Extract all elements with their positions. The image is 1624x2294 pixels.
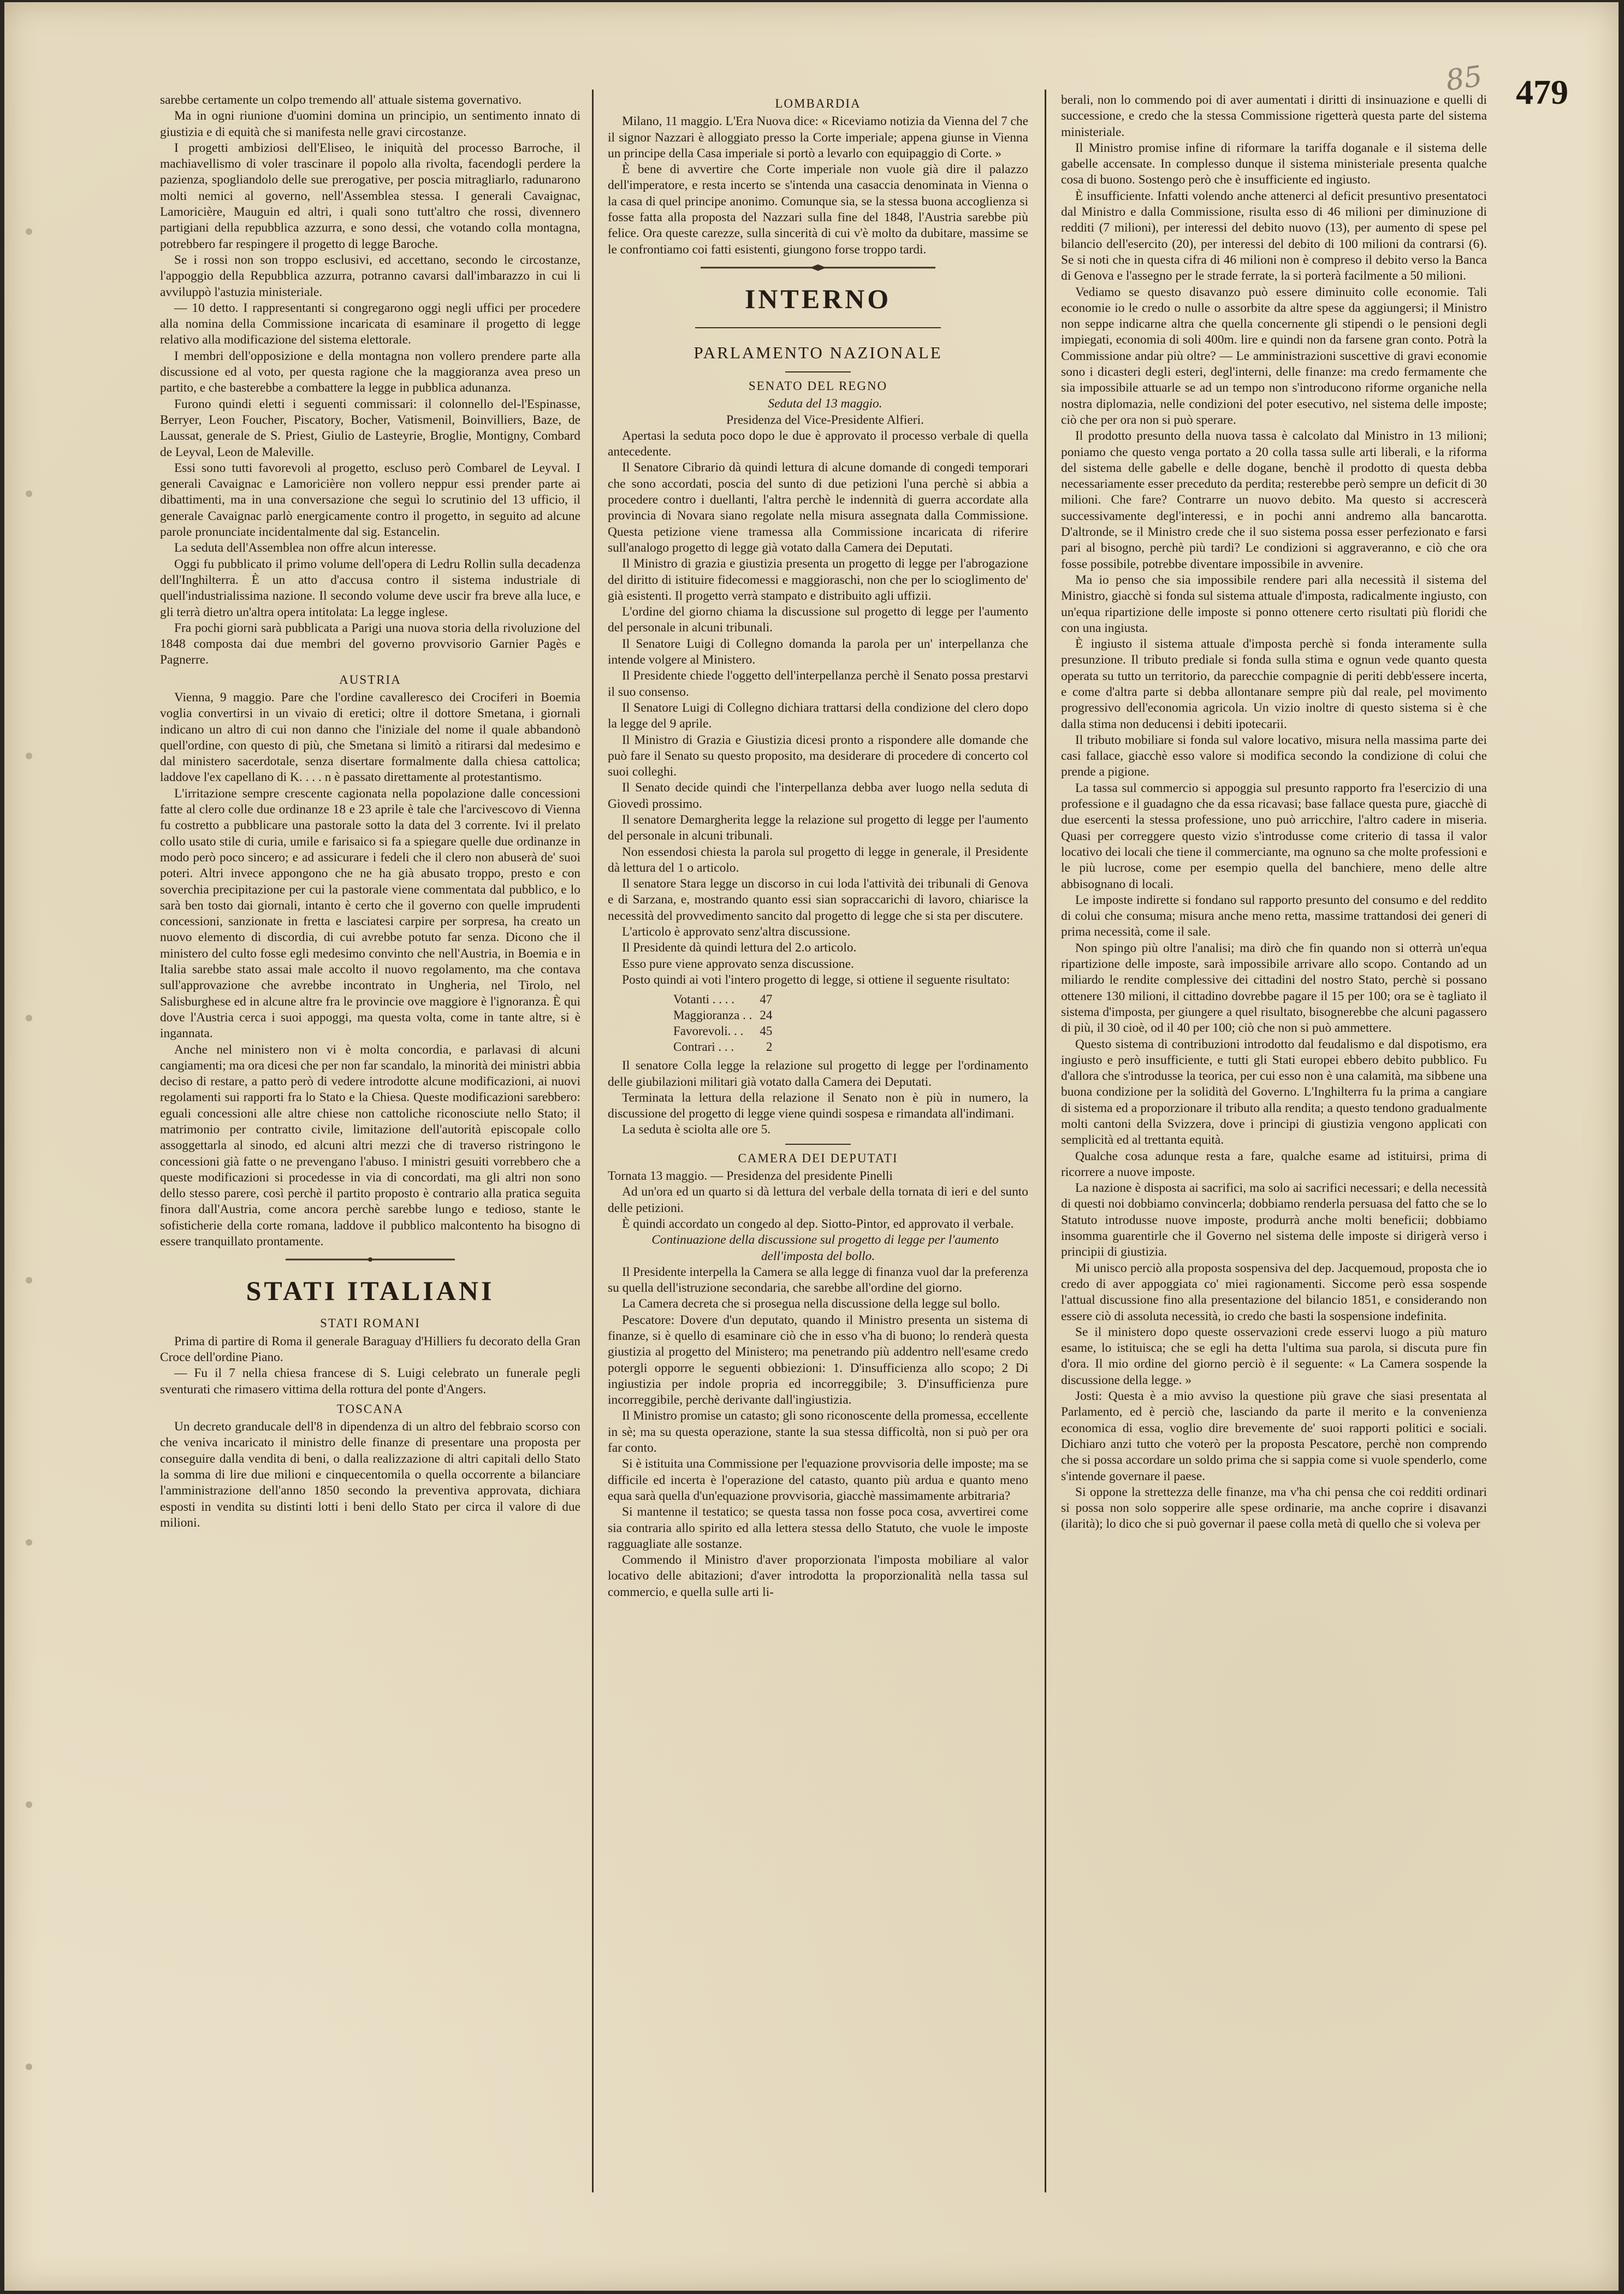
paragraph: Il Senatore Luigi di Collegno dichiara trattarsi della condizione del clero dopo la legge del 9 aprile.: [608, 700, 1028, 731]
paragraph: Ad un'ora ed un quarto si dà lettura del verbale della tornata di ieri e del sunto delle petizioni.: [608, 1185, 1028, 1215]
section-heading-lombardia: LOMBARDIA: [775, 97, 861, 110]
paragraph: La seduta è sciolta alle ore 5.: [622, 1122, 771, 1137]
paragraph: È bene di avvertire che Corte imperiale non vuole già dire il palazzo dell'imperatore, e resta incerto se s'intenda una casaccia denominata in Vienna o la casa di quel principe anonimo. Comunque sia, se la stessa buona accoglienza si fosse fatta alla proposta del Nazzari sulla fine del 1848, l'Austria sarebbe più felice. Ora queste carezze, sulla sincerità di cui v'è molto da dubitare, massime se le confrontiamo coi fatti esistenti, giungono forse troppo tardi.: [608, 162, 1028, 257]
paragraph: Oggi fu pubblicato il primo volume dell'opera di Ledru Rollin sulla decadenza dell'Inghilterra. È un atto d'accusa contro il sistema industriale di quell'industrialissima nazione. Il secondo volume deve uscir fra breve alla luce, e gli terrà dietro un'altra opera intitolata: La legge inglese.: [160, 557, 580, 619]
paragraph: berali, non lo commendo poi di aver aumentati i diritti di insinuazione e quelli di successione, e credo che la stessa Commissione rigetterà questa parte del sistema ministeriale.: [1061, 93, 1487, 139]
paragraph: — Fu il 7 nella chiesa francese di S. Luigi celebrato un funerale pegli sventurati che rimasero vittima della rottura del ponte d'Angers.: [160, 1366, 580, 1397]
binding-holes: [21, 2, 37, 2291]
paragraph: Se i rossi non son troppo esclusivi, ed accettano, secondo le circostanze, l'appoggio della Repubblica azzurra, potranno cavarsi dall'imbarazzo in cui li avviluppò l'astuzia ministeriale.: [160, 252, 580, 299]
paragraph: Il Senatore Luigi di Collegno domanda la parola per un' interpellanza che intende volgere al Ministero.: [608, 636, 1028, 667]
heading-senato: SENATO DEL REGNO: [748, 379, 888, 393]
vote-label: Favorevoli. . .: [673, 1024, 744, 1038]
paragraph: La Camera decreta che si prosegua nella discussione della legge sul bollo.: [622, 1297, 1000, 1311]
paragraph: È insufficiente. Infatti volendo anche attenerci al deficit presuntivo presentatoci dal Ministro e dalla Commissione, risulta esso di 46 milioni per diminuzione di redditi (7 milioni), per interessi del debito nuovo (13), per aumento di spese pel bilancio dell'esercito (20), per interessi del debito di 100 milioni da contrarsi (6). Se si noti che in questa cifra di 46 milioni non è compreso il debito verso la Banca di Genova e l'assegno per le strade ferrate, la si porterà facilmente a 50 milioni.: [1061, 188, 1487, 283]
subsection-heading-toscana: TOSCANA: [336, 1402, 404, 1416]
paragraph: Il senatore Colla legge la relazione sul progetto di legge per l'ordinamento delle giubilazioni militari già votato dalla Camera dei Deputati.: [608, 1059, 1028, 1089]
paragraph: Non essendosi chiesta la parola sul progetto di legge in generale, il Presidente dà lettura del 1 o articolo.: [608, 844, 1028, 875]
paragraph: Si è istituita una Commissione per l'equazione provvisoria delle imposte; ma se difficile ed incerta è l'operazione del catasto, quanto più ardua e quanto meno equa sarà quella d'un'equazione provvisoria, giacchè massimamente arbitraria?: [608, 1457, 1028, 1503]
ornamental-rule: [608, 323, 1028, 332]
paragraph: Il Presidente interpella la Camera se alla legge di finanza vuol dar la preferenza su quella dell'istruzione secondaria, che sarebbe all'ordine del giorno.: [608, 1264, 1028, 1296]
handwritten-folio: 85: [1443, 60, 1484, 98]
section-heading-austria: AUSTRIA: [339, 672, 401, 687]
paragraph: Il senatore Demargherita legge la relazione sul progetto di legge per l'aumento del personale in alcuni tribunali.: [608, 812, 1028, 843]
paragraph: Se il ministero dopo queste osservazioni crede esservi luogo a più maturo esame, lo istituisca; che se egli ha detta l'ultima sua parola, si discuta pure fin d'ora. Il mio ordine del giorno perciò è il seguente: « La Camera sospende la discussione della legge. »: [1061, 1325, 1487, 1387]
paragraph: Terminata la lettura della relazione il Senato non è più in numero, la discussione del progetto di legge viene quindi sospesa e rimandata all'indimani.: [608, 1090, 1028, 1121]
section-heading-interno: INTERNO: [744, 283, 892, 314]
newspaper-page: [4, 2, 1619, 2291]
paragraph: Ma io penso che sia impossibile rendere pari alla necessità il sistema del Ministro, giacchè si fonda sul sistema attuale d'imposta, radicalmente ingiusto, con un'equa ripartizione delle imposte si ponno ottenere certo risultati più floridi che con una ingiusta.: [1061, 572, 1487, 635]
paragraph: La tassa sul commercio si appoggia sul presunto rapporto fra l'esercizio di una professione e il guadagno che da essa ricavasi; base fallace questa pure, giacchè di due esercenti la stessa professione, uno può arricchire, l'altro cadere in miseria. Quasi per correggere questo vizio s'introdusse come criterio di tassa il valor locativo dei locali che tiene il commerciante, ma ognuno sa che molte professioni e le più lucrose, come per esempio quella del banchiere, meno delle altre abbisognano di locali.: [1061, 781, 1487, 891]
paragraph: Anche nel ministero non vi è molta concordia, e parlavasi di alcuni cangiamenti; ma ora dicesi che per non far scandalo, la minorità dei ministri abbia deciso di restare, a patto però di vedere introdotte alcune modificazioni, ai nuovi regolamenti sui rapporti fra lo Stato e la Chiesa. Queste modificazioni sarebbero: eguali concessioni alle altre chiese non cattoliche riconosciute nello Stato; il matrimonio per contratto civile, limitazione dell'autorità episcopale collo assoggettarla al sinodo, ed alcuni altri mezzi che di traverso ristringono le concessioni già fatte o ne prevengano l'abuso. I ministri gesuiti vorrebbero che a queste modificazioni si procedesse in via di concordati, ma gli altri non sono dello stesso parere, così perchè il partito proposto è contrario alla pratica seguita finora dall'Austria, come ancora perchè sarebbe lungo e tedioso, stante le sofisticherie della corte romana, laddove il pubblico malcontento ha bisogno di essere tranquillato prontamente.: [160, 1042, 580, 1249]
vote-row: [673, 1007, 780, 1023]
vote-results-table: [673, 991, 780, 1055]
vote-label: Contrari . . .: [673, 1040, 734, 1054]
paragraph: L'irritazione sempre crescente cagionata nella popolazione dalle concessioni fatte al clero colle due ordinanze 18 e 23 aprile è tale che l'arcivescovo di Vienna fu costretto a pubblicare una pastorale sotto la data del 3 corrente. Ivi il prelato collo usato stile di curia, umile e farisaico si fa a spiegare quelle due ordinanze in modo però poco sincero; e ad assicurare i fedeli che il clero non abuserà de' suoi poteri. Altri invece appongono che ne ha già abusato troppo, presto e con soverchia precipitazione per cui la pastorale viene commentata dal pubblico, e lo sarà ben tosto dai giornali, intanto è certo che il governo con quelle imprudenti concessioni, sanzionate in fretta e lasciatesi carpire per sorpresa, ha creato un nuovo elemento di discordia, di cui avrebbe potuto far senza. Dicono che il ministero del culto fosse egli medesimo convinto che nell'Austria, in Boemia e in Italia sarebbe stato assai male accolto il nuovo regolamento, ma che contava sull'approvazione che avrebbe incontrato in Ungheria, nel Tirolo, nel Salisburghese ed in alcune altre fra le provincie ove maggiore è l'ignoranza. È qui dove l'Austria cerca i suoi appoggi, ma questa volta, come in tante altre, si è ingannata.: [160, 786, 580, 1041]
paragraph: Fra pochi giorni sarà pubblicata a Parigi una nuova storia della rivoluzione del 1848 composta dai due membri del governo provvisorio Garnier Pagès e Pagnerre.: [160, 620, 580, 667]
divider: [785, 1144, 851, 1145]
paragraph: Il prodotto presunto della nuova tassa è calcolato dal Ministro in 13 milioni; poniamo che questo venga portato a 20 colla tassa sulle arti liberali, e la riforma del sistema delle gabelle e delle dogane, benchè il prodotto di questa debba necessariamente esser preceduto da perdita; resterebbe però sempre un deficit di 30 milioni. Che fare? Contrarre un nuovo debito. Ma questo si accrescerà successivamente degl'interessi, e in pochi anni andremo alla bancarotta. D'altronde, se il Ministro crede che il suo sistema possa esser perfezionato e farsi pari al bisogno, perchè più tardi? Le condizioni si aggraveranno, e ciò che ora fosse possibile, potrebbe diventare impossibile in avvenire.: [1061, 429, 1487, 571]
heading-camera-deputati: CAMERA DEI DEPUTATI: [738, 1151, 898, 1165]
paragraph: Il Presidente dà quindi lettura del 2.o articolo.: [622, 941, 857, 955]
paragraph: Il Ministro di Grazia e Giustizia dicesi pronto a rispondere alle domande che può fare il Senato su questo proposito, ma desiderare di procedere di concerto col suoi colleghi.: [608, 732, 1028, 779]
paragraph: L'ordine del giorno chiama la discussione sul progetto di legge per l'aumento del personale in alcuni tribunali.: [608, 605, 1028, 635]
vote-label: Votanti . . . .: [673, 992, 735, 1007]
paragraph: Questo sistema di contribuzioni introdotto dal feudalismo e dal dispotismo, era ingiusto e però insufficiente, e tutti gli Stati europei ebbero debito pubblico. Fu d'allora che s'introdusse la teorica, per cui esso non è una calamità, ma sibbene una buona condizione per la solidità del Governo. L'Inghilterra fu la prima a cangiare di sistema ed a proporzionare il tributo alla rendita; a questo tendono gradualmente molti cantoni della Svizzera, dove i principi di giustizia vengono applicati con semplicità ed al trettanta equità.: [1061, 1037, 1487, 1148]
paragraph: Il Senato decide quindi che l'interpellanza debba aver luogo nella seduta di Giovedì prossimo.: [608, 781, 1028, 811]
paragraph: Josti: Questa è a mio avviso la questione più grave che siasi presentata al Parlamento, ed è perciò che, lasciando da parte il merito e la convenienza economica di essa, voglio dire brevemente de' suoi rapporti politici e sociali. Dichiaro anzi tutto che voterò per la proposta Pescatore, perchè non comprendo che si possa accordare un soldo prima che si sappia come si vuole spenderlo, come s'intende governare il paese.: [1061, 1389, 1487, 1483]
paragraph: La nazione è disposta ai sacrifici, ma solo ai sacrifici necessari; e della necessità di questi noi dobbiamo convincerla; dobbiamo renderla persuasa del fatto che se lo Statuto introdusse nuove imposte, produrrà anche molti beneficii; dobbiamo insomma guarentirle che il Governo nel sistema delle imposte si dirigerà verso i principii di giustizia.: [1061, 1181, 1487, 1260]
session-presidency: Presidenza del Vice-Presidente Alfieri.: [726, 412, 924, 427]
ornamental-rule: [160, 1255, 580, 1264]
paragraph: Esso pure viene approvato senza discussione.: [622, 956, 854, 971]
paragraph: Le imposte indirette si fondano sul rapporto presunto del consumo e del reddito di colui che consuma; misura anche meno retta, massime trattandosi dei generi di prima necessità, come il sale.: [1061, 892, 1487, 939]
ornamental-rule: [608, 263, 1028, 272]
paragraph: Vediamo se questo disavanzo può essere diminuito colle economie. Tali economie io le credo o nulle o assorbite da altre spese da aggiungersi; il Ministro non seppe indicarne altra che quella concernente gli stipendi o le pensioni degli impiegati, economia di soli 400m. lire e quindi non da farsene gran conto. Potrà la Commissione andar più oltre? — Le amministrazioni suscettive di gravi economie sono i dicasteri degli esteri, degl'interni, delle finanze: ma credo fermamente che sia impossibile attuarle se ad un tempo non s'introducono riforme organiche nella nostra diplomazia, nelle condizioni del poter esecutivo, nel sistema delle imposte; ciò che per ora non si può sperare.: [1061, 285, 1487, 427]
paragraph: Si oppone la strettezza delle finanze, ma v'ha chi pensa che coi redditi ordinari si possa non solo sopperire alle spese ordinarie, ma anche coprire i disavanzi (ilarità); lo dico che si può governar il paese colla metà di quello che si voleva per: [1061, 1485, 1487, 1532]
paragraph: Milano, 11 maggio. L'Era Nuova dice: « Riceviamo notizia da Vienna del 7 che il signor Nazzari è alloggiato presso la Corte imperiale; appena giunse in Vienna un principe della Casa imperiale si portò a levarlo con equipaggio di Corte. »: [608, 114, 1028, 161]
vote-value: 24: [760, 1008, 773, 1022]
paragraph: Essi sono tutti favorevoli al progetto, escluso però Combarel de Leyval. I generali Cavaignac e Lamoricière non vollero neppur essi prender parte ai dibattimenti, ma in una conversazione che seguì lo scrutinio del 13 ufficio, il generale Cavaignac parlò energicamente contro il progetto, in seguito ad alcune parole pronunciate incidentalmente dal sig. Estancelin.: [160, 460, 580, 540]
paragraph: Il Ministro promise un catasto; gli sono riconoscente della promessa, eccellente in sè; ma su questa operazione, stante la sua stessa difficoltà, non si può per ora far conto.: [608, 1409, 1028, 1456]
paragraph: Posto quindi ai voti l'intero progetto di legge, si ottiene il seguente risultato:: [622, 972, 1010, 987]
column-rule: [592, 90, 594, 2192]
paragraph: Il Ministro promise infine di riformare la tariffa doganale e il sistema delle gabelle accensate. In complesso dunque il sistema ministeriale presenta qualche cosa di buono. Sostengo però che è insufficiente ed ingiusto.: [1061, 140, 1487, 187]
paragraph: La seduta dell'Assemblea non offre alcun interesse.: [174, 541, 436, 555]
column-rule: [1045, 90, 1046, 2192]
paragraph: Furono quindi eletti i seguenti commissari: il colonnello del-l'Espinasse, Berryer, Leon Foucher, Piscatory, Bocher, Vatismenil, Boinvilliers, Baze, de Laussat, generale de S. Priest, Giulio de Lasteyrie, Broglie, Montigny, Combard de Leyval, Leon de Maleville.: [160, 397, 580, 459]
paragraph: I progetti ambiziosi dell'Eliseo, le iniquità del processo Barroche, il machiavellismo di voler trascinare il popolo alla rivolta, facendogli perdere la pazienza, spogliandolo delle sue prerogative, per poscia mitragliarlo, radunarono molti nemici al governo, nell'Assemblea stessa. I generali Cavaignac, Lamoricière, Mauguin ed altri, i quali sono tutt'altro che rossi, divennero partigiani della repubblica azzurra, e sono dessi, che votando colla montagna, potrebbero far respingere il progetto di legge Baroche.: [160, 140, 580, 251]
page-number: 479: [1516, 73, 1568, 111]
heading-parlamento-nazionale: PARLAMENTO NAZIONALE: [694, 342, 943, 362]
column-3: [1061, 92, 1487, 2190]
paragraph: Il senatore Stara legge un discorso in cui loda l'attività dei tribunali di Genova e di Sarzana, e, mostrando quanto essi sian sopraccarichi di lavoro, chiarisce la necessità del provvedimento sancito dal progetto di legge che si sta per discutere.: [608, 877, 1028, 923]
discussion-title: Continuazione della discussione sul progetto di legge per l'aumento dell'imposta del bollo.: [651, 1233, 999, 1263]
paragraph: Il Senatore Cibrario dà quindi lettura di alcune domande di congedi temporari che sono accordati, poscia del sunto di due petizioni l'una perchè si abbia a procedere contro i duellanti, l'altra perchè le indennità di guerra accordate alla provincia di Novara siano regolate nella misura assegnata dalla Commissione. Questa petizione viene tramessa alla Commissione incaricata di riferire sull'analogo progetto di legge già votato dalla Camera dei Deputati.: [608, 460, 1028, 555]
paragraph: Ma in ogni riunione d'uomini domina un principio, un sentimento innato di giustizia e di equità che si manifesta nelle gravi circostanze.: [160, 109, 580, 139]
session-heading: Tornata 13 maggio. — Presidenza del presidente Pinelli: [608, 1169, 893, 1184]
paragraph: Mi unisco perciò alla proposta sospensiva del dep. Jacquemoud, proposta che io credo di aver appoggiata co' miei ragionamenti. Siccome però essa sospende l'attual discussione fino alla presentazione del bilancio 1851, e considerando non essere ciò di assoluta necessità, io credo che basti la sospensione indefinita.: [1061, 1261, 1487, 1323]
paragraph: sarebbe certamente un colpo tremendo all' attuale sistema governativo.: [160, 93, 522, 107]
paragraph: Qualche cosa adunque resta a fare, qualche esame ad istituirsi, prima di ricorrere a nuove imposte.: [1061, 1149, 1487, 1179]
column-2: [608, 92, 1028, 2190]
vote-row: [673, 1039, 780, 1055]
vote-row: [673, 991, 780, 1007]
paragraph: Prima di partire di Roma il generale Baraguay d'Hilliers fu decorato della Gran Croce dell'ordine Piano.: [160, 1334, 580, 1364]
session-date: Seduta del 13 maggio.: [768, 397, 882, 411]
subsection-heading-stati-romani: STATI ROMANI: [320, 1316, 420, 1331]
section-heading-stati-italiani: STATI ITALIANI: [246, 1275, 495, 1306]
paragraph: Il tributo mobiliare si fonda sul valore locativo, misura nella massima parte dei casi fallace, giacchè esso valore si modifica secondo la condizione di colui che prende a pigione.: [1061, 732, 1487, 779]
paragraph: È ingiusto il sistema attuale d'imposta perchè si fonda interamente sulla presunzione. Il tributo prediale si fonda sulla stima e ognun vede quanto questa operata su tutto un territorio, da parecchie compagnie di periti debb'essere incerta, e come d'altra parte si debba allontanare sempre più dal reale, pel movimento progressivo dell'economia agricola. Un vizio inoltre di questo sistema si è che dalla stima non deducensi i debiti ipotecarii.: [1061, 637, 1487, 731]
vote-label: Maggioranza . .: [673, 1008, 752, 1022]
paragraph: Pescatore: Dovere d'un deputato, quando il Ministro presenta un sistema di finanze, si è quello di esaminare ciò che in esso v'ha di buono; lo renderà questa giustizia al progetto del Ministero; ma penetrando più addentro nell'esame credo potergli opporre le seguenti obbiezioni: 1. D'insufficienza allo scopo; 2 Di ingiustizia per indole propria ed incorreggibile; 3. D'insufficienza pure incorreggibile, perchè derivante dall'ingiustizia.: [608, 1312, 1028, 1408]
divider: [785, 371, 851, 373]
paragraph: Si mantenne il testatico; se questa tassa non fosse poca cosa, avvertirei come sia contraria allo spirito ed alla lettera stessa dello Statuto, che vuole le imposte ragguagliate alle sostanze.: [608, 1505, 1028, 1551]
vote-row: [673, 1023, 780, 1039]
paragraph: Vienna, 9 maggio. Pare che l'ordine cavalleresco dei Crociferi in Boemia voglia convertirsi in un vivaio di eretici; oltre il dottore Smetana, i giornali indicano un altro di cui non danno che l'iniziale del nome il quale abbandonò quell'ordine, con questo di più, che Smetana si limitò a ritirarsi dal medesimo e dal ministero sacerdotale, senza disertare formalmente dalla chiesa cattolica; laddove l'ex capellano di K. . . . n è passato direttamente al protestantismo.: [160, 690, 580, 785]
paragraph: Commendo il Ministro d'aver proporzionata l'imposta mobiliare al valor locativo delle abitazioni; d'aver introdotta la proporzionalità nella tassa sul commercio, e quella sulle arti li-: [608, 1553, 1028, 1599]
paragraph: Apertasi la seduta poco dopo le due è approvato il processo verbale di quella antecedente.: [608, 428, 1028, 459]
vote-value: 2: [766, 1040, 773, 1054]
column-1: [160, 92, 580, 2190]
paragraph: Un decreto granducale dell'8 in dipendenza di un altro del febbraio scorso con che veniva incaricato il ministro delle finanze di presentare una proposta per conseguire dalla vendita di beni, o dalla realizzazione di altri capitali dello Stato la somma di lire due milioni e cinquecentomila o quella occorrente a bilanciare l'amministrazione dell'anno 1850 secondo la preventiva approvata, dichiara esposti in vendita su distinti lotti i beni dello Stato per circa il valore di due milioni.: [160, 1420, 580, 1530]
paragraph: Il Ministro di grazia e giustizia presenta un progetto di legge per l'abrogazione del diritto di istituire fidecomessi e maggioraschi, non che per lo scioglimento de' già esistenti. Il progetto verrà stampato e distribuito agli uffizii.: [608, 557, 1028, 603]
vote-value: 45: [760, 1024, 773, 1038]
paragraph: Non spingo più oltre l'analisi; ma dirò che fin quando non si otterrà un'equa ripartizione delle imposte, sarà impossibile arrivare allo scopo. Contando ad un miliardo le rendite complessive dei cittadini del nostro Stato, perchè si possano ottenere 130 milioni, il cittadino dovrebbe pagare il 15 per 100; ora se è tagliato il sistema d'imposta, per giungere a quel risultato, bisognerebbe che alcuni pagassero di più, il 30 cioè, od il 40 per 100; ciò che non si può ammettere.: [1061, 941, 1487, 1036]
paragraph: È quindi accordato un congedo al dep. Siotto-Pintor, ed approvato il verbale.: [622, 1216, 1014, 1231]
vote-value: 47: [760, 992, 773, 1007]
paragraph: L'articolo è approvato senz'altra discussione.: [622, 925, 851, 939]
paragraph: — 10 detto. I rappresentanti si congregarono oggi negli uffici per procedere alla nomina della Commissione incaricata di esaminare il progetto di legge relativo alla modificazione del sistema elettorale.: [160, 300, 580, 347]
paragraph: I membri dell'opposizione e della montagna non vollero prendere parte alla discussione ed al voto, per questa ragione che la maggioranza avea preso un partito, e che basterebbe a combattere la legge in pubblica adunanza.: [160, 348, 580, 395]
paragraph: Il Presidente chiede l'oggetto dell'interpellanza perchè il Senato possa prestarvi il suo consenso.: [608, 669, 1028, 699]
